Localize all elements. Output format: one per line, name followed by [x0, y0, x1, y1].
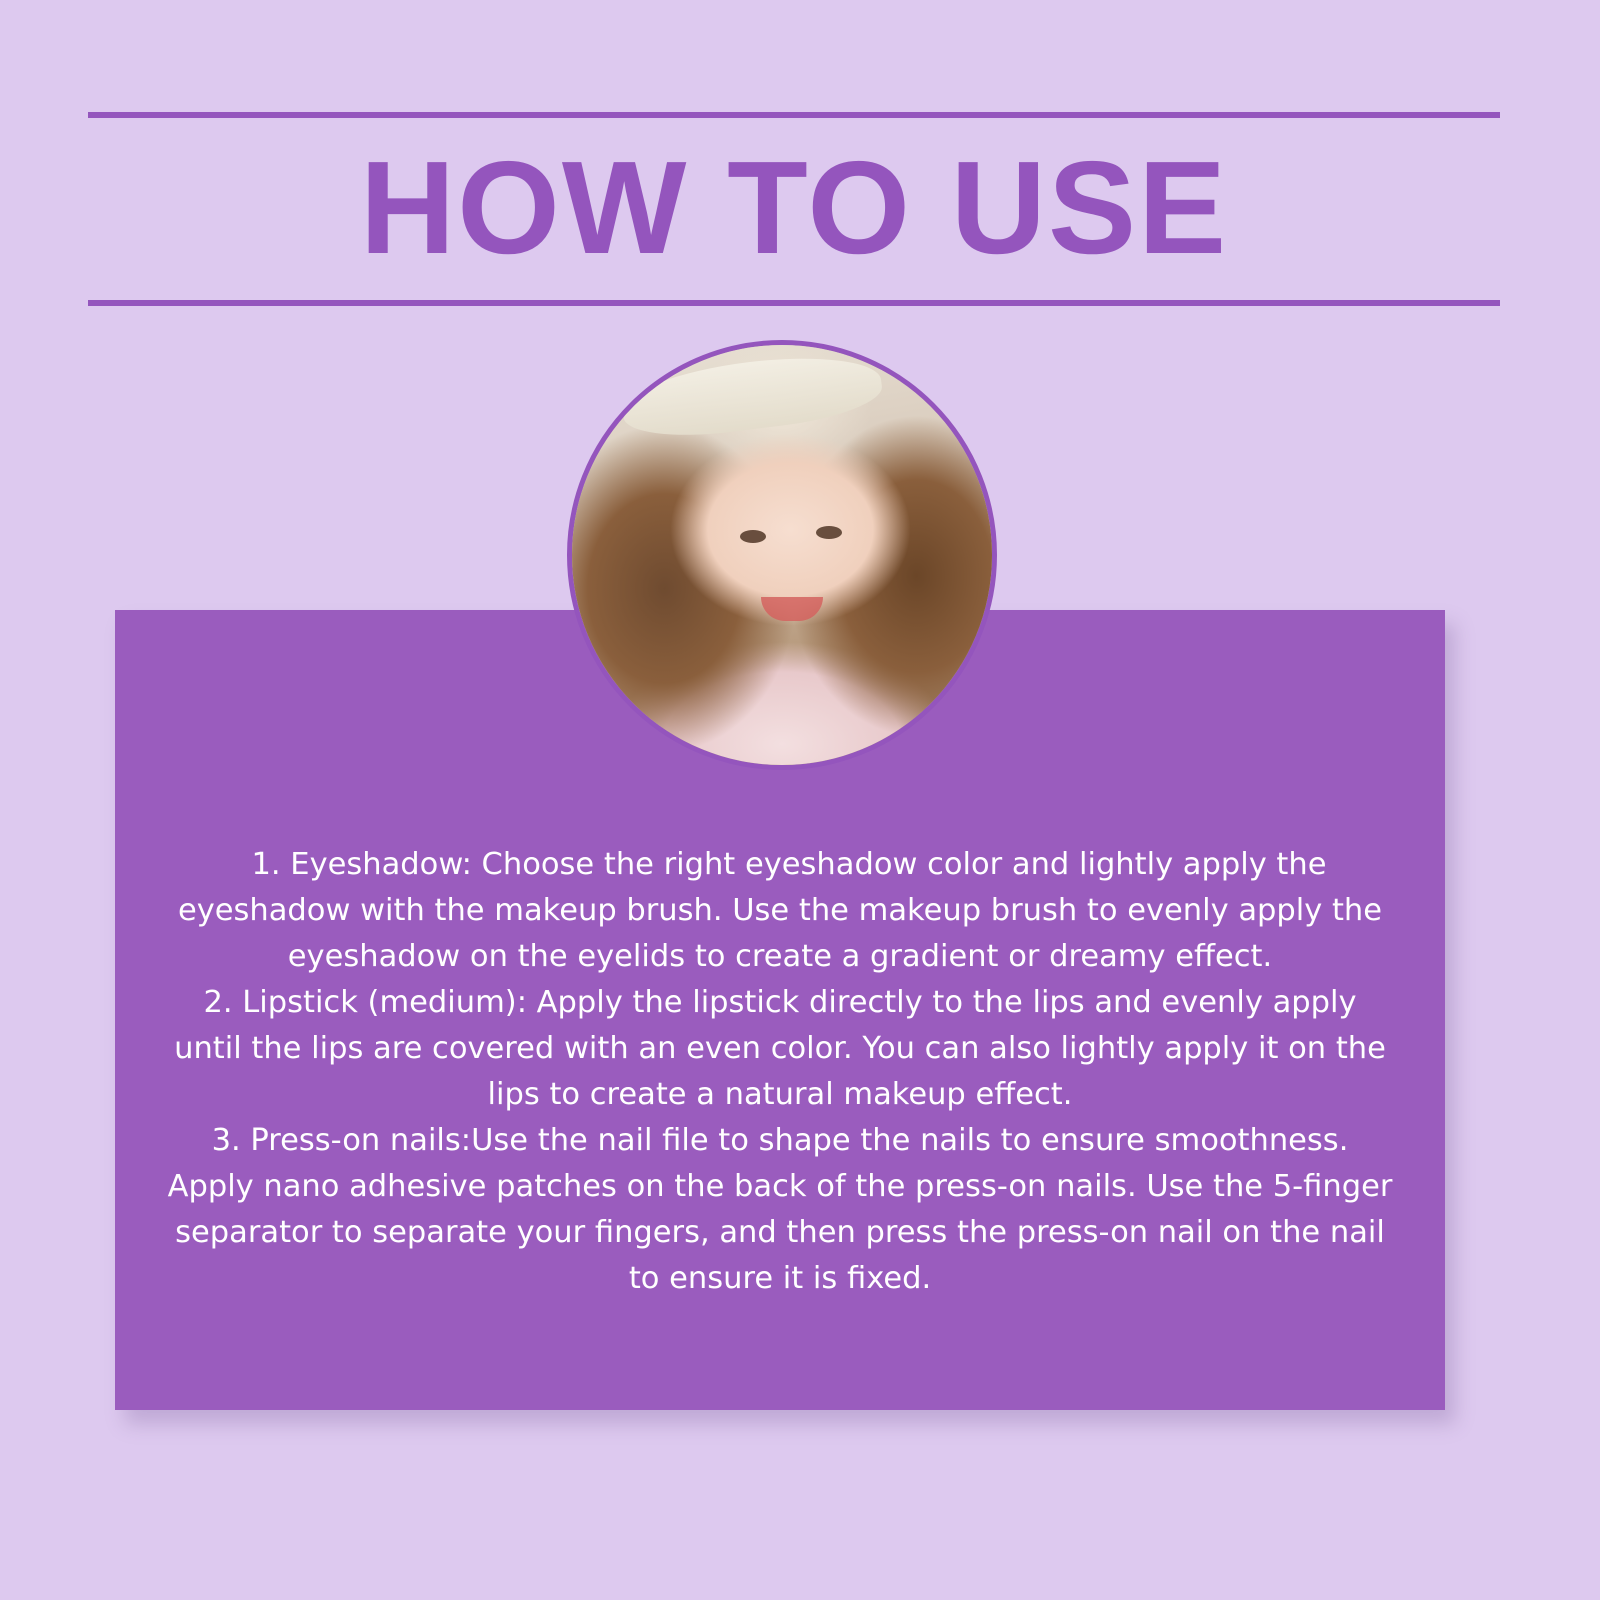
header: [88, 112, 1500, 306]
avatar-photo: [572, 345, 992, 765]
avatar-eye-left: [740, 530, 766, 543]
instruction-step-1: 1. Eyeshadow: Choose the right eyeshadow color and lightly apply the eyeshadow with the makeup brush. Use the makeup brush to evenly apply the eyeshadow on the eyelids to create a gradient or dreamy effect.: [177, 847, 1383, 974]
instruction-step-3: 3. Press-on nails:Use the nail file to shape the nails to ensure smoothness. Apply nano adhesive patches on the back of the press-on nails. Use the 5-finger separator to separate your fingers, and then press the press-on nail on the nail to ensure it is fixed.: [167, 1123, 1393, 1296]
avatar-eye-right: [816, 526, 842, 539]
avatar: [567, 340, 997, 770]
headband-icon: [619, 346, 886, 444]
instructions-list: [115, 842, 1445, 1302]
page-title: HOW TO USE: [359, 134, 1229, 281]
avatar-mouth: [761, 597, 823, 621]
instruction-step-2: 2. Lipstick (medium): Apply the lipstick directly to the lips and evenly apply until the lips are covered with an even color. You can also lightly apply it on the lips to create a natural makeup effect.: [174, 985, 1386, 1112]
header-bottom-rule: [88, 300, 1500, 306]
